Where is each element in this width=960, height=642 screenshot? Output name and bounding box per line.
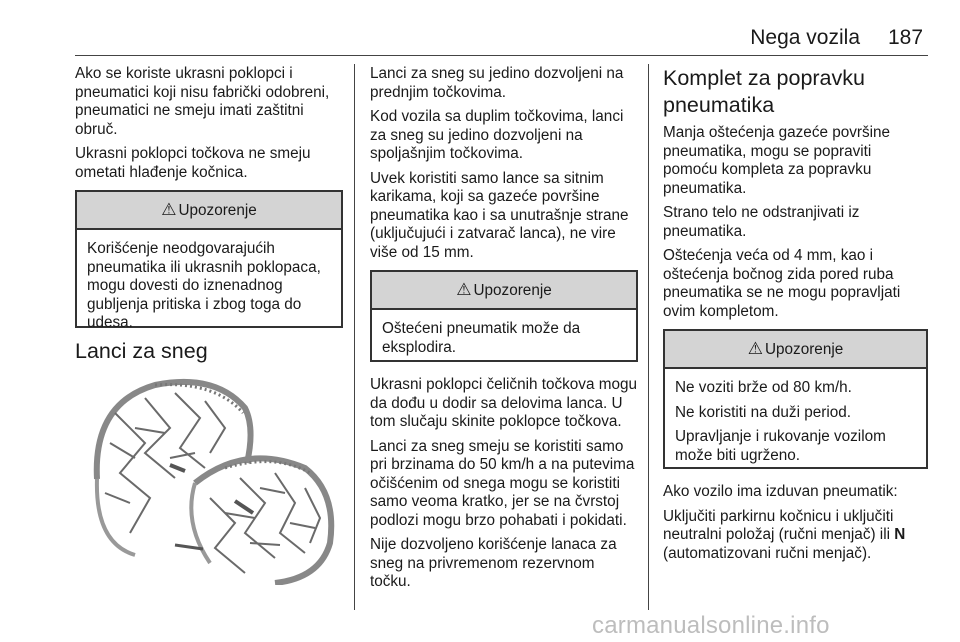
warning-body xyxy=(77,230,341,347)
warning-header xyxy=(665,331,926,369)
paragraph: Ako vozilo ima izduvan pneumatik: xyxy=(663,483,898,500)
warning-body xyxy=(372,310,636,371)
header-divider xyxy=(75,55,928,56)
paragraph: Ukrasni poklopci čeličnih točkova mogu da dođu u dodir sa delovima lanca. U tom slučaju skinite poklopce točkova. xyxy=(370,376,637,430)
paragraph: Kod vozila sa duplim točkovima, lanci za sneg su jedino dozvoljeni na spoljašnjim točkovima. xyxy=(370,108,624,162)
paragraph: Lanci za sneg su jedino dozvoljeni na prednjim točkovima. xyxy=(370,65,624,101)
warning-text: Oštećeni pneumatik može da eksplodira. xyxy=(382,320,581,356)
warning-box xyxy=(663,329,928,469)
section-title-repair-kit: Komplet za popravku pneumatika xyxy=(663,66,865,117)
warning-box xyxy=(75,190,343,331)
column-1 xyxy=(75,65,343,585)
warning-header xyxy=(77,192,341,230)
warning-text: Korišćenje neodgovarajućih pneumatika ili ukrasnih poklopaca, mogu dovesti do iznenadnog gubljenja pritiska i zbog toga do udesa. xyxy=(87,240,321,331)
header-title: Nega vozila xyxy=(750,26,860,49)
paragraph: Ukrasni poklopci točkova ne smeju ometati hlađenje kočnica. xyxy=(75,145,311,181)
page-number: 187 xyxy=(888,26,924,49)
warning-line: Ne koristiti na duži period. xyxy=(675,403,851,421)
page-header xyxy=(0,0,960,60)
paragraph: Nije dozvoljeno korišćenje lanaca za sneg na privremenom rezervnom točku. xyxy=(370,536,617,590)
warning-line: Ne voziti brže od 80 km/h. xyxy=(675,379,852,396)
warning-header xyxy=(372,272,636,310)
paragraph: Manja oštećenja gazeće površine pneumatika, mogu se popraviti pomoću kompleta za popravku pneumatika. xyxy=(663,124,891,197)
snow-chains-illustration xyxy=(75,373,339,585)
warning-box xyxy=(370,270,638,362)
warning-title: Upozorenje xyxy=(473,282,552,299)
warning-title: Upozorenje xyxy=(178,202,257,219)
paragraph: Lanci za sneg smeju se koristiti samo pri brzinama do 50 km/h a na putevima očišćenim od snega mogu se koristiti samo veoma kratko, jer se na čvrstoj podlozi mogu brzo pohabati i pokidati. xyxy=(370,437,635,529)
column-divider-1 xyxy=(354,64,355,610)
warning-triangle-icon: ⚠ xyxy=(747,339,763,358)
column-3 xyxy=(663,65,928,569)
paragraph: Uvek koristiti samo lance sa sitnim karikama, koji sa gazeće površine pneumatika kao i sa unutrašnje strane (uključujući i zatvarač lanca), ne vire više od 15 mm. xyxy=(370,169,629,261)
gear-position-n: N xyxy=(894,526,906,543)
warning-triangle-icon: ⚠ xyxy=(161,200,177,219)
column-2 xyxy=(370,65,638,598)
paragraph: Strano telo ne odstranjivati iz pneumatika. xyxy=(663,204,860,240)
warning-title: Upozorenje xyxy=(765,341,844,358)
paragraph-text: Uključiti parkirnu kočnicu i uključiti neutralni položaj (ručni menjač) ili xyxy=(663,507,895,543)
warning-line: Upravljanje i rukovanje vozilom može biti ugrženo. xyxy=(675,428,886,464)
paragraph: Ako se koriste ukrasni poklopci i pneumatici koji nisu fabrički odobreni, pneumatici ne smeju imati zaštitni obruč. xyxy=(75,65,330,138)
paragraph: Oštećenja veća od 4 mm, kao i oštećenja bočnog zida pored ruba pneumatika se ne mogu popravljati ovim kompletom. xyxy=(663,247,901,320)
section-title-snow-chains: Lanci za sneg xyxy=(75,339,208,363)
warning-body xyxy=(665,369,926,479)
warning-triangle-icon: ⚠ xyxy=(456,280,472,299)
column-divider-2 xyxy=(648,64,649,610)
paragraph xyxy=(663,508,928,564)
watermark: carmanualsonline.info xyxy=(592,612,830,639)
paragraph-text: (automatizovani ručni menjač). xyxy=(663,544,872,562)
